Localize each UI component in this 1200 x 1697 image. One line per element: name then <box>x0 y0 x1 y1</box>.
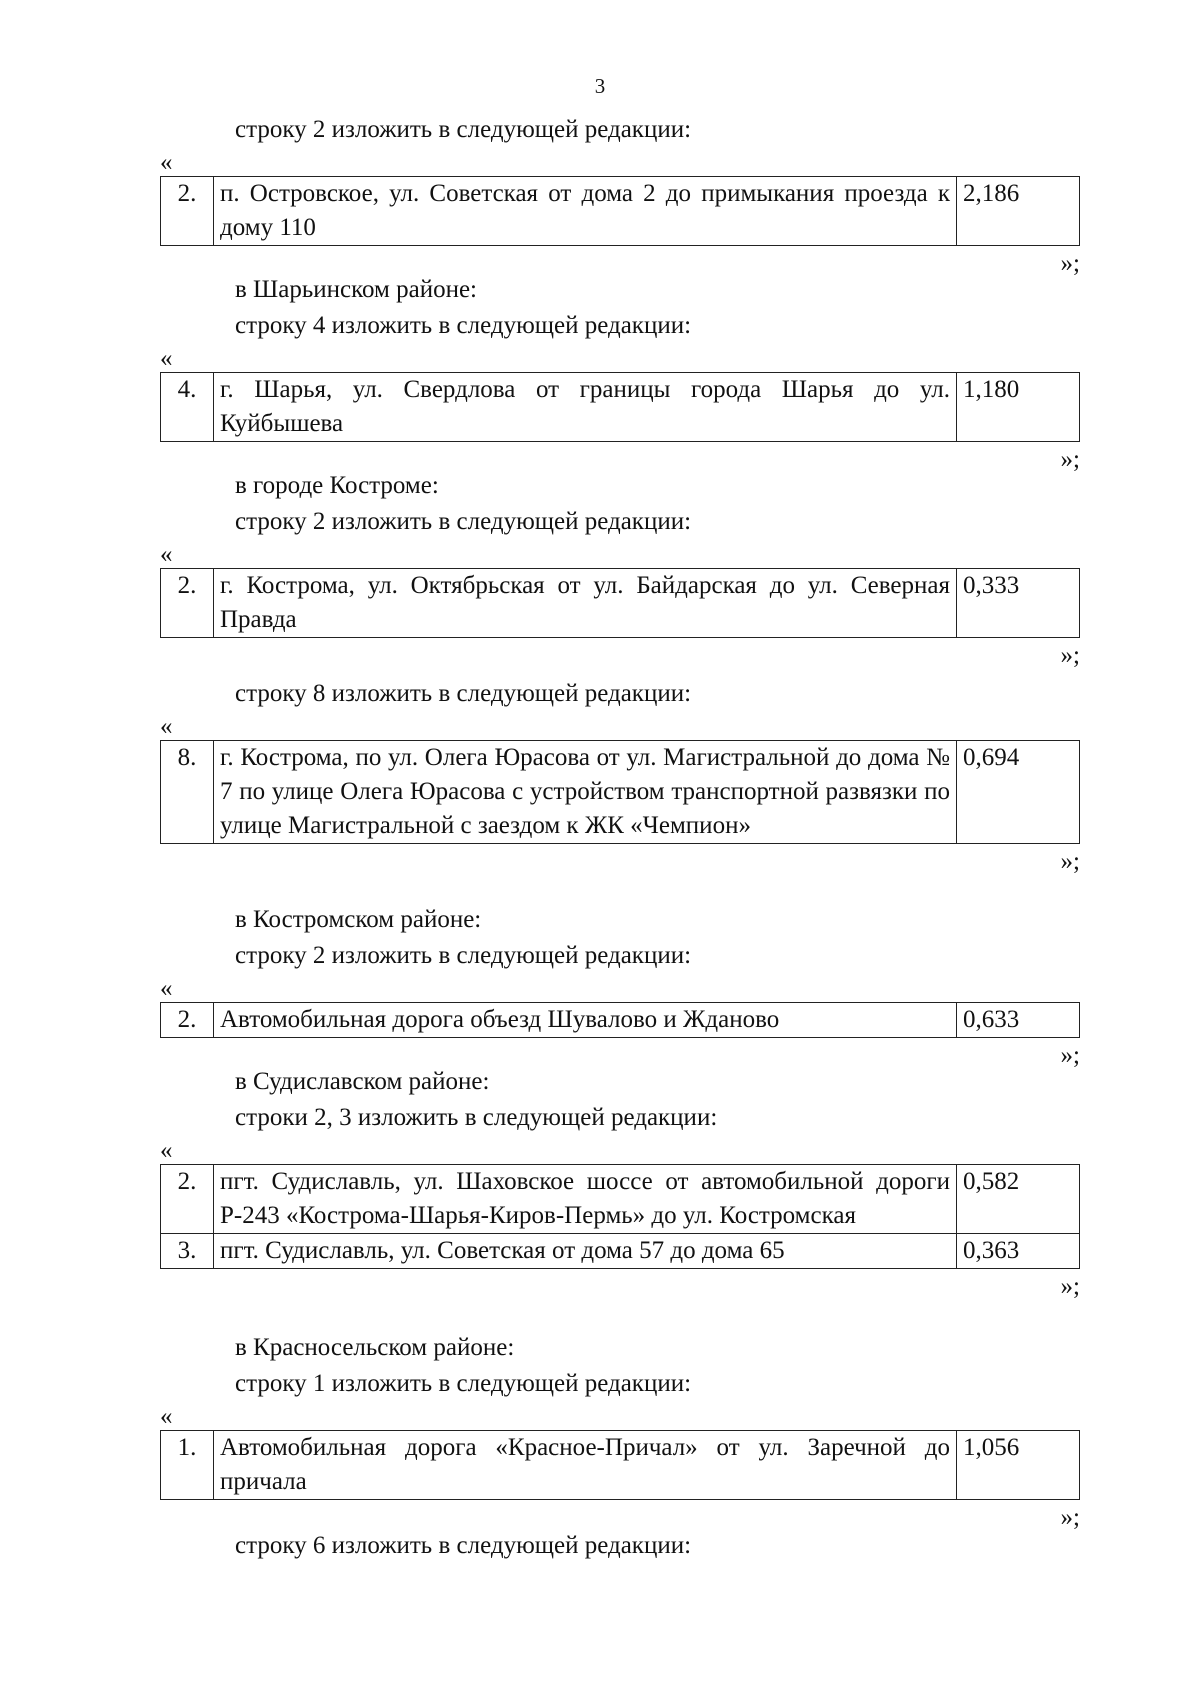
open-quote: « <box>160 149 173 176</box>
row-length-value: 0,363 <box>957 1234 1080 1269</box>
page-number: 3 <box>594 74 606 98</box>
amended-row-table <box>160 176 1080 246</box>
amended-row-table <box>160 1430 1080 1500</box>
instruction-text: строку 2 изложить в следующей редакции: <box>235 942 692 969</box>
amendment-section <box>160 1330 1080 1536</box>
amended-row-table <box>160 740 1080 844</box>
row-length-value: 0,694 <box>957 741 1080 844</box>
amendment-section <box>160 272 1080 478</box>
row-number: 1. <box>161 1431 214 1500</box>
amended-row-table <box>160 372 1080 442</box>
row-description: г. Кострома, ул. Октябрьская от ул. Байдарская до ул. Северная Правда <box>214 569 957 638</box>
row-length-value: 2,186 <box>957 177 1080 246</box>
table-row <box>161 373 1080 442</box>
amendment-section <box>160 902 1080 1074</box>
row-number: 4. <box>161 373 214 442</box>
row-number: 2. <box>161 569 214 638</box>
amendment-section <box>160 112 1080 282</box>
close-quote: »; <box>1060 848 1080 875</box>
row-description: Автомобильная дорога объезд Шувалово и Жданово <box>214 1003 957 1038</box>
close-quote: »; <box>1060 1504 1080 1531</box>
open-quote: « <box>160 1137 173 1164</box>
table-row <box>161 569 1080 638</box>
instruction-text: строку 6 изложить в следующей редакции: <box>235 1532 692 1559</box>
instruction-text: строку 1 изложить в следующей редакции: <box>235 1370 692 1397</box>
close-quote: »; <box>1060 642 1080 669</box>
open-quote: « <box>160 345 173 372</box>
row-description: Автомобильная дорога «Красное-Причал» от ул. Заречной до причала <box>214 1431 957 1500</box>
row-description: г. Кострома, по ул. Олега Юрасова от ул. Магистральной до дома № 7 по улице Олега Юрасова с устройством транспортной развязки по улице Магистральной с заездом к ЖК «Чемпион» <box>214 741 957 844</box>
amended-row-table <box>160 1002 1080 1038</box>
row-description: п. Островское, ул. Советская от дома 2 до примыкания проезда к дому 110 <box>214 177 957 246</box>
district-heading: в Красносельском районе: <box>235 1334 515 1361</box>
close-quote: »; <box>1060 1042 1080 1069</box>
amended-row-table <box>160 1164 1080 1269</box>
table-row <box>161 1431 1080 1500</box>
close-quote: »; <box>1060 250 1080 277</box>
amendment-section <box>160 676 1080 880</box>
table-row <box>161 1234 1080 1269</box>
table-row <box>161 1165 1080 1234</box>
row-length-value: 0,582 <box>957 1165 1080 1234</box>
open-quote: « <box>160 1403 173 1430</box>
row-length-value: 1,056 <box>957 1431 1080 1500</box>
instruction-text: строку 8 изложить в следующей редакции: <box>235 680 692 707</box>
row-description: пгт. Судиславль, ул. Советская от дома 57 до дома 65 <box>214 1234 957 1269</box>
open-quote: « <box>160 541 173 568</box>
row-length-value: 0,633 <box>957 1003 1080 1038</box>
row-length-value: 0,333 <box>957 569 1080 638</box>
amendment-section <box>160 468 1080 674</box>
district-heading: в Судиславском районе: <box>235 1068 490 1095</box>
row-number: 2. <box>161 177 214 246</box>
close-quote: »; <box>1060 446 1080 473</box>
district-heading: в Костромском районе: <box>235 906 482 933</box>
open-quote: « <box>160 975 173 1002</box>
row-length-value: 1,180 <box>957 373 1080 442</box>
row-number: 2. <box>161 1165 214 1234</box>
amendment-section <box>160 1528 1080 1564</box>
district-heading: в Шарьинском районе: <box>235 276 477 303</box>
amendment-section <box>160 1064 1080 1305</box>
table-row <box>161 741 1080 844</box>
instruction-text: строку 2 изложить в следующей редакции: <box>235 116 692 143</box>
row-description: г. Шарья, ул. Свердлова от границы города Шарья до ул. Куйбышева <box>214 373 957 442</box>
table-row <box>161 1003 1080 1038</box>
district-heading: в городе Костроме: <box>235 472 439 499</box>
table-row <box>161 177 1080 246</box>
instruction-text: строку 4 изложить в следующей редакции: <box>235 312 692 339</box>
row-number: 3. <box>161 1234 214 1269</box>
row-number: 8. <box>161 741 214 844</box>
row-number: 2. <box>161 1003 214 1038</box>
row-description: пгт. Судиславль, ул. Шаховское шоссе от автомобильной дороги Р-243 «Кострома-Шарья-Киров-Пермь» до ул. Костромская <box>214 1165 957 1234</box>
close-quote: »; <box>1060 1273 1080 1300</box>
open-quote: « <box>160 713 173 740</box>
amended-row-table <box>160 568 1080 638</box>
instruction-text: строку 2 изложить в следующей редакции: <box>235 508 692 535</box>
instruction-text: строки 2, 3 изложить в следующей редакции: <box>235 1104 718 1131</box>
